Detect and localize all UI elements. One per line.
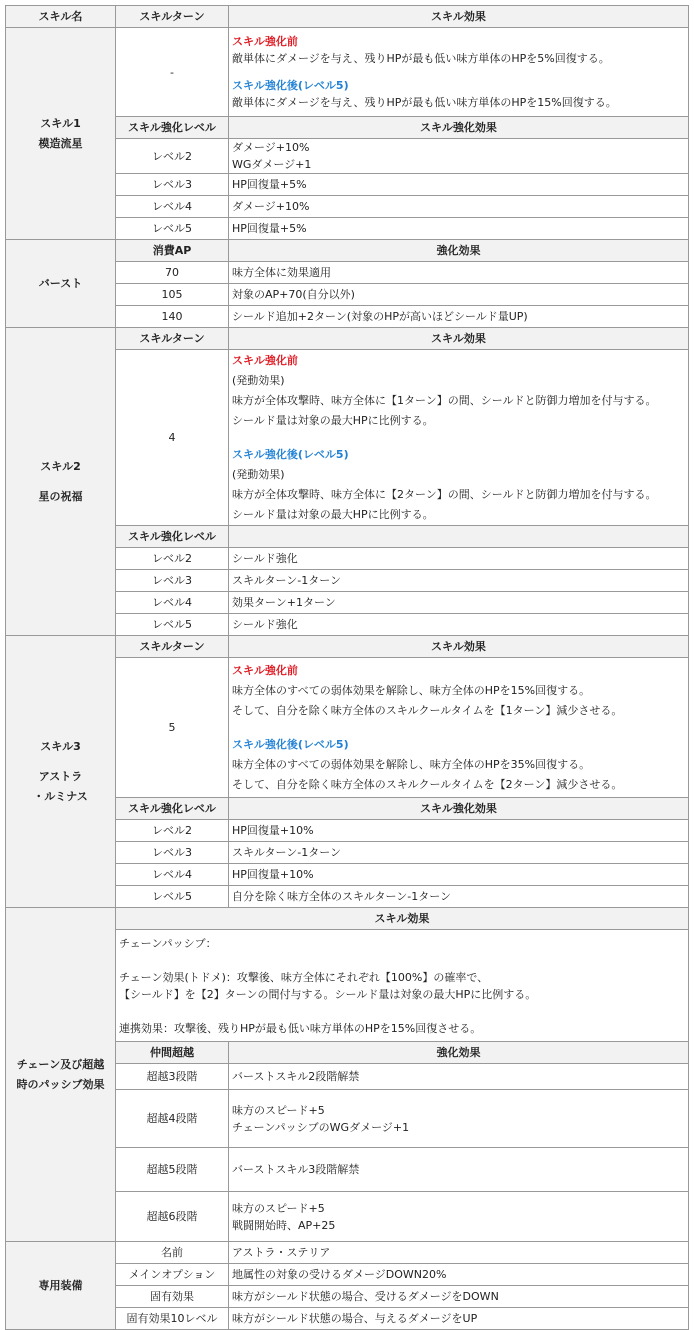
skill3-before-label: スキル強化前 <box>232 663 298 677</box>
skill2-name-cell <box>6 328 116 636</box>
skill1-before-text: 敵単体にダメージを与え、残りHPが最も低い味方単体のHPを5%回復する。 <box>232 52 610 65</box>
skill1-level-effect-header: スキル強化効果 <box>229 117 689 139</box>
equip-value-main-option: 地属性の対象の受けるダメージDOWN20% <box>229 1264 689 1286</box>
skill1-level-3: レベル3 <box>116 174 229 196</box>
burst-effect-105: 対象のAP+70(自分以外) <box>229 284 689 306</box>
skill1-level-3-effect: HP回復量+5% <box>229 174 689 196</box>
skill2-effect <box>229 350 689 526</box>
equip-key-main-option: メインオプション <box>116 1264 229 1286</box>
skill1-after-label: スキル強化後(レベル5) <box>232 79 349 92</box>
chain-stage-4-effect <box>229 1090 689 1148</box>
skill3-title-2: ・ルミナス <box>33 789 88 803</box>
chain-stage-5-effect: バーストスキル3段階解禁 <box>229 1148 689 1192</box>
chain-stage-4-effect-line1: 味方のスピード+5 <box>232 1103 325 1117</box>
skill3-level-effect-header: スキル強化効果 <box>229 798 689 820</box>
burst-ap-140: 140 <box>116 306 229 328</box>
skill2-turn-header: スキルターン <box>116 328 229 350</box>
chain-stage-5: 超越5段階 <box>116 1148 229 1192</box>
skill1-level-4-effect: ダメージ+10% <box>229 196 689 218</box>
skill1-before-label: スキル強化前 <box>232 35 298 48</box>
chain-stage-4-effect-line2: チェーンパッシブのWGダメージ+1 <box>232 1120 410 1134</box>
chain-name-2: 時のパッシブ効果 <box>16 1077 105 1091</box>
skill3-turn-header: スキルターン <box>116 636 229 658</box>
burst-effect-140: シールド追加+2ターン(対象のHPが高いほどシールド量UP) <box>229 306 689 328</box>
skill2-level-effect-header-empty <box>229 526 689 548</box>
equip-value-unique-10: 味方がシールド状態の場合、与えるダメージをUP <box>229 1308 689 1330</box>
chain-stage-6-effect-line2: 戦闘開始時、AP+25 <box>232 1218 336 1232</box>
skill3-after-label: スキル強化後(レベル5) <box>232 737 349 751</box>
burst-ap-70: 70 <box>116 262 229 284</box>
skill2-after-line: シールド量は対象の最大HPに比例する。 <box>232 507 434 521</box>
chain-effect-header: スキル効果 <box>116 908 689 930</box>
equip-key-unique-10: 固有効果10レベル <box>116 1308 229 1330</box>
skill1-level-2: レベル2 <box>116 139 229 174</box>
skill3-name-cell <box>6 636 116 908</box>
chain-stage-effect-header: 強化効果 <box>229 1042 689 1064</box>
skill3-name: スキル3 <box>40 739 81 753</box>
equip-value-name: アストラ・ステリア <box>229 1242 689 1264</box>
skill3-after-line: 味方全体のすべての弱体効果を解除し、味方全体のHPを35%回復する。 <box>232 757 591 771</box>
skill2-title: 星の祝福 <box>38 489 83 503</box>
skill2-level-5: レベル5 <box>116 614 229 636</box>
skill3-level-5-effect: 自分を除く味方全体のスキルターン-1ターン <box>229 886 689 908</box>
skill1-after-text: 敵単体にダメージを与え、残りHPが最も低い味方単体のHPを15%回復する。 <box>232 96 617 109</box>
burst-ap-header: 消費AP <box>116 240 229 262</box>
skill1-level-2-effect <box>229 139 689 174</box>
skill2-after-line: 味方が全体攻撃時、味方全体に【2ターン】の間、シールドと防御力増加を付与する。 <box>232 487 657 501</box>
chain-stage-6-effect <box>229 1192 689 1242</box>
chain-name-1: チェーン及び超越 <box>16 1057 105 1071</box>
chain-stage-3-effect: バーストスキル2段階解禁 <box>229 1064 689 1090</box>
skill2-level-2-effect: シールド強化 <box>229 548 689 570</box>
skill3-level-2: レベル2 <box>116 820 229 842</box>
chain-stage-4: 超越4段階 <box>116 1090 229 1148</box>
header-skill-name: スキル名 <box>6 6 116 28</box>
chain-effect-line: チェーン効果(トドメ)：攻撃後、味方全体にそれぞれ【100%】の確率で、 <box>119 970 489 984</box>
skill1-level-header: スキル強化レベル <box>116 117 229 139</box>
skill3-effect <box>229 658 689 798</box>
skill1-effect <box>229 28 689 117</box>
skill1-name: スキル1 <box>40 116 81 130</box>
skill3-level-header: スキル強化レベル <box>116 798 229 820</box>
skill3-after-line: そして、自分を除く味方全体のスキルクールタイムを【2ターン】減少させる。 <box>232 777 623 791</box>
header-skill-effect: スキル効果 <box>229 6 689 28</box>
skill2-before-line: シールド量は対象の最大HPに比例する。 <box>232 413 434 427</box>
chain-stage-header: 仲間超越 <box>116 1042 229 1064</box>
skill1-level-5: レベル5 <box>116 218 229 240</box>
skill2-level-3: レベル3 <box>116 570 229 592</box>
skill1-level-2-effect-line2: WGダメージ+1 <box>232 158 312 171</box>
equip-value-unique: 味方がシールド状態の場合、受けるダメージをDOWN <box>229 1286 689 1308</box>
skill2-turn: 4 <box>116 350 229 526</box>
skill2-before-label: スキル強化前 <box>232 353 298 367</box>
skill1-level-2-effect-line1: ダメージ+10% <box>232 141 310 154</box>
skill-table <box>5 5 689 1330</box>
skill3-level-3-effect: スキルターン-1ターン <box>229 842 689 864</box>
skill1-title: 模造流星 <box>38 136 83 150</box>
skill3-level-2-effect: HP回復量+10% <box>229 820 689 842</box>
skill3-effect-header: スキル効果 <box>229 636 689 658</box>
skill3-title-1: アストラ <box>38 769 83 783</box>
skill3-level-5: レベル5 <box>116 886 229 908</box>
chain-stage-3: 超越3段階 <box>116 1064 229 1090</box>
skill2-effect-header: スキル効果 <box>229 328 689 350</box>
skill3-level-3: レベル3 <box>116 842 229 864</box>
chain-stage-6-effect-line1: 味方のスピード+5 <box>232 1201 325 1215</box>
skill3-turn: 5 <box>116 658 229 798</box>
equip-name: 専用装備 <box>6 1242 116 1330</box>
chain-name-cell <box>6 908 116 1242</box>
skill2-after-line: (発動効果) <box>232 467 285 481</box>
header-skill-turn: スキルターン <box>116 6 229 28</box>
chain-effect-line: チェーンパッシブ： <box>119 936 217 950</box>
skill2-level-3-effect: スキルターン-1ターン <box>229 570 689 592</box>
burst-name: バースト <box>6 240 116 328</box>
skill1-level-4: レベル4 <box>116 196 229 218</box>
skill2-level-header: スキル強化レベル <box>116 526 229 548</box>
skill2-before-line: 味方が全体攻撃時、味方全体に【1ターン】の間、シールドと防御力増加を付与する。 <box>232 393 657 407</box>
skill1-level-5-effect: HP回復量+5% <box>229 218 689 240</box>
skill3-before-line: そして、自分を除く味方全体のスキルクールタイムを【1ターン】減少させる。 <box>232 703 623 717</box>
skill1-turn: - <box>116 28 229 117</box>
skill2-level-4: レベル4 <box>116 592 229 614</box>
skill2-level-5-effect: シールド強化 <box>229 614 689 636</box>
chain-effect-line: 【シールド】を【2】ターンの間付与する。シールド量は対象の最大HPに比例する。 <box>119 987 537 1001</box>
burst-ap-105: 105 <box>116 284 229 306</box>
chain-effect <box>116 930 689 1042</box>
skill1-name-cell <box>6 28 116 240</box>
skill2-after-label: スキル強化後(レベル5) <box>232 447 349 461</box>
skill2-name: スキル2 <box>40 459 81 473</box>
burst-effect-header: 強化効果 <box>229 240 689 262</box>
chain-stage-6: 超越6段階 <box>116 1192 229 1242</box>
equip-key-unique: 固有効果 <box>116 1286 229 1308</box>
skill3-level-4-effect: HP回復量+10% <box>229 864 689 886</box>
skill3-level-4: レベル4 <box>116 864 229 886</box>
equip-key-name: 名前 <box>116 1242 229 1264</box>
chain-effect-line: 連携効果：攻撃後、残りHPが最も低い味方単体のHPを15%回復させる。 <box>119 1021 482 1035</box>
skill2-level-4-effect: 効果ターン+1ターン <box>229 592 689 614</box>
skill2-level-2: レベル2 <box>116 548 229 570</box>
skill3-before-line: 味方全体のすべての弱体効果を解除し、味方全体のHPを15%回復する。 <box>232 683 591 697</box>
skill2-before-line: (発動効果) <box>232 373 285 387</box>
burst-effect-70: 味方全体に効果適用 <box>229 262 689 284</box>
